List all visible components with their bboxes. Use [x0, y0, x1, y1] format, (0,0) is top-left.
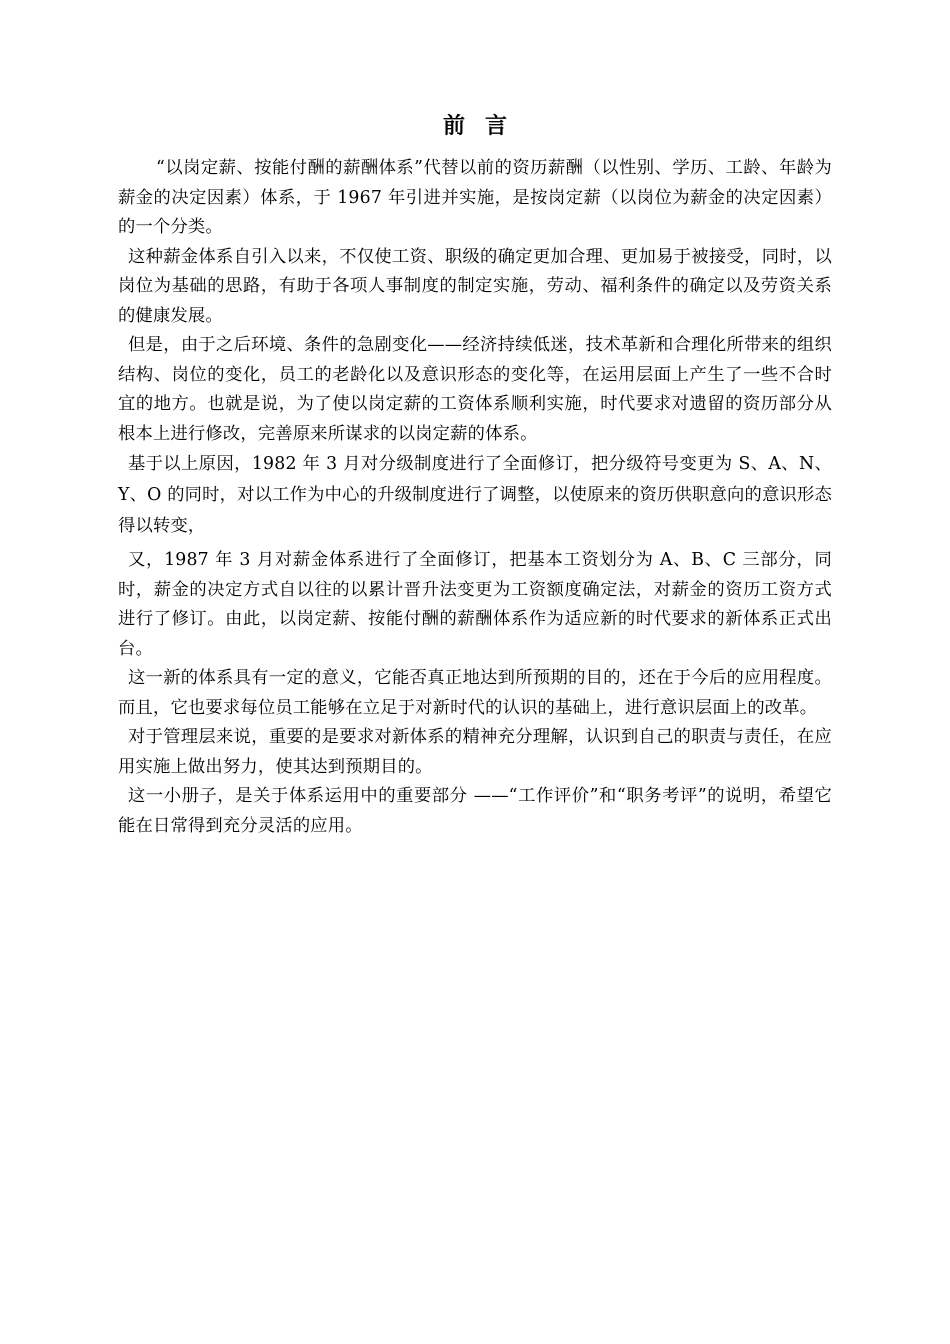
paragraph-6: 这一新的体系具有一定的意义，它能否真正地达到所预期的目的，还在于今后的应用程度。而且，它也要求每位员工能够在立足于对新时代的认识的基础上，进行意识层面上的改革。 [118, 668, 832, 718]
paragraph-3: 但是，由于之后环境、条件的急剧变化——经济持续低迷，技术革新和合理化所带来的组织结构、岗位的变化，员工的老龄化以及意识形态的变化等，在运用层面上产生了一些不合时宜的地方。也就是说，为了使以岗定薪的工资体系顺利实施，时代要求对遗留的资历部分从根本上进行修改，完善原来所谋求的以岗定薪的体系。 [118, 335, 832, 444]
page-title: 前言 [442, 113, 527, 139]
paragraph-5: 又，1987 年 3 月对薪金体系进行了全面修订，把基本工资划分为 A、B、C 三部分，同时，薪金的决定方式自以往的以累计晋升法变更为工资额度确定法，对薪金的资历工资方式进行了修订。由此，以岗定薪、按能付酬的薪酬体系作为适应新的时代要求的新体系正式出台。 [118, 550, 832, 659]
paragraph-4: 基于以上原因，1982 年 3 月对分级制度进行了全面修订，把分级符号变更为 S、A、N、Y、O 的同时，对以工作为中心的升级制度进行了调整，以使原来的资历供职意向的意识形态得以转变， [118, 454, 832, 536]
paragraph-1: “以岗定薪、按能付酬的薪酬体系”代替以前的资历薪酬（以性别、学历、工龄、年龄为薪金的决定因素）体系，于 1967 年引进并实施，是按岗定薪（以岗位为薪金的决定因素）的一个分类。 [118, 158, 832, 237]
document-page [118, 108, 832, 841]
paragraph-7: 对于管理层来说，重要的是要求对新体系的精神充分理解，认识到自己的职责与责任，在应用实施上做出努力，使其达到预期目的。 [118, 727, 832, 777]
paragraph-8: 这一小册子，是关于体系运用中的重要部分 ——“工作评价”和“职务考评”的说明，希望它能在日常得到充分灵活的应用。 [118, 786, 832, 836]
paragraph-2: 这种薪金体系自引入以来，不仅使工资、职级的确定更加合理、更加易于被接受，同时，以岗位为基础的思路，有助于各项人事制度的制定实施，劳动、福利条件的确定以及劳资关系的健康发展。 [118, 246, 832, 326]
